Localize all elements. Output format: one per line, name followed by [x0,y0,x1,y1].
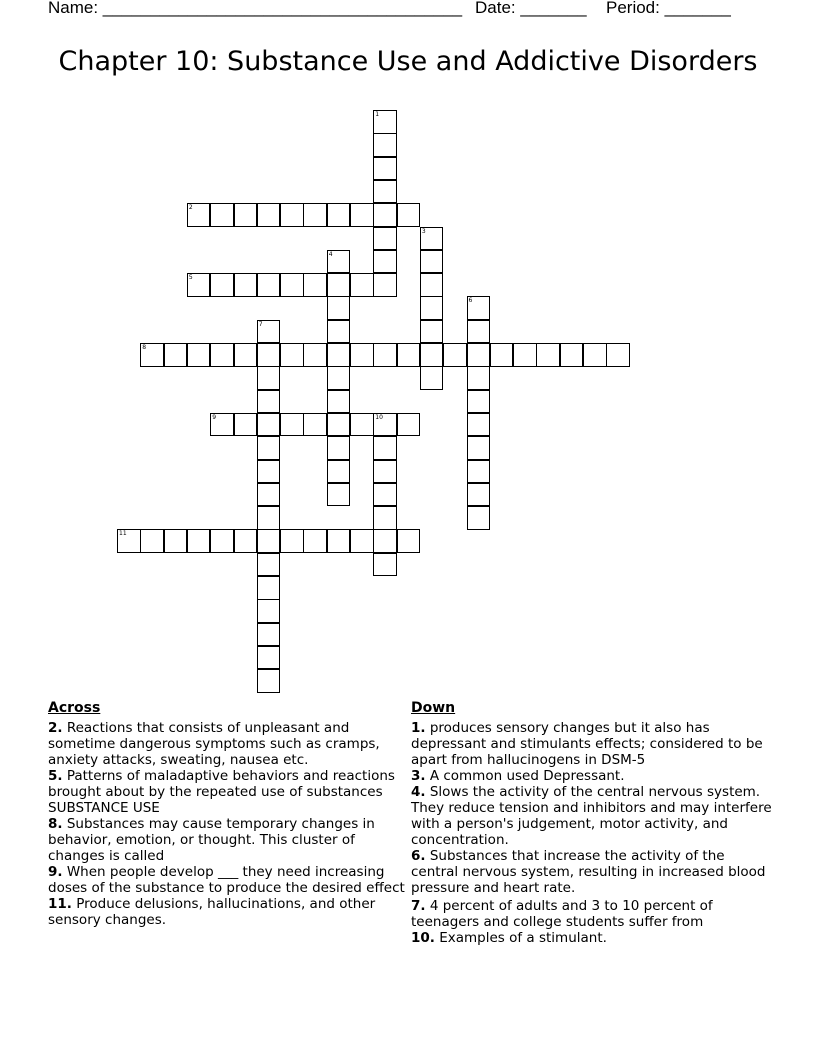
cell-number: 5 [188,274,193,282]
crossword-cell[interactable] [257,646,281,670]
clue-number: 8. [48,816,63,832]
crossword-cell[interactable] [303,529,327,553]
crossword-cell[interactable] [234,413,258,437]
clue-number: 3. [411,768,426,784]
crossword-cell[interactable] [373,436,397,460]
crossword-cell[interactable] [373,157,397,181]
clue-number: 10. [411,930,435,946]
crossword-cell[interactable] [257,460,281,484]
crossword-cell[interactable] [373,180,397,204]
clue-text: Examples of a stimulant. [439,930,607,946]
crossword-cell[interactable] [280,343,304,367]
clue-down-7 [411,898,776,930]
crossword-cell[interactable] [560,343,584,367]
cell-number: 4 [328,250,333,258]
crossword-cell[interactable] [373,343,397,367]
crossword-cell[interactable] [490,343,514,367]
clue-text: Substances that increase the activity of the central nervous system, resulting in increased blood pressure and heart rate. [411,848,766,896]
clue-number: 5. [48,768,63,784]
crossword-cell[interactable] [397,413,421,437]
cell-number: 8 [142,344,147,351]
crossword-cell[interactable] [327,296,351,320]
crossword-cell[interactable] [513,343,537,367]
crossword-cell[interactable] [536,343,560,367]
cell-number: 6 [468,297,473,305]
clue-across-8 [48,816,406,864]
crossword-cell[interactable] [234,529,258,553]
clue-across-9 [48,864,406,896]
crossword-cell[interactable] [164,529,188,553]
crossword-cell[interactable] [280,413,304,437]
crossword-cell[interactable] [257,553,281,577]
crossword-cell[interactable] [420,343,444,367]
crossword-cell[interactable] [327,483,351,507]
crossword-cell[interactable] [257,483,281,507]
crossword-cell[interactable] [280,273,304,297]
clue-text: 4 percent of adults and 3 to 10 percent of teenagers and college students suffer from [411,898,713,930]
crossword-cell[interactable] [420,366,444,390]
crossword-cell[interactable] [373,110,397,134]
date-field[interactable]: Date: _______ [475,0,587,17]
crossword-cell[interactable] [420,227,444,251]
crossword-cell[interactable] [327,529,351,553]
crossword-cell[interactable] [187,203,211,227]
cell-number: 3 [421,227,426,235]
crossword-cell[interactable] [234,343,258,367]
crossword-cell[interactable] [257,203,281,227]
name-field[interactable]: Name: ______________________________________ [48,0,463,17]
crossword-cell[interactable] [257,576,281,600]
crossword-cell[interactable] [280,203,304,227]
crossword-cell[interactable] [397,343,421,367]
clue-across-11 [48,896,406,928]
crossword-cell[interactable] [187,273,211,297]
crossword-cell[interactable] [257,436,281,460]
crossword-cell[interactable] [257,343,281,367]
crossword-cell[interactable] [327,436,351,460]
crossword-cell[interactable] [443,343,467,367]
crossword-cell[interactable] [350,343,374,367]
crossword-cell[interactable] [303,203,327,227]
crossword-cell[interactable] [467,296,491,320]
crossword-cell[interactable] [257,390,281,414]
crossword-cell[interactable] [327,273,351,297]
crossword-cell[interactable] [467,506,491,530]
crossword-cell[interactable] [257,529,281,553]
crossword-cell[interactable] [164,343,188,367]
cell-number: 7 [258,320,263,328]
clue-number: 2. [48,720,63,736]
clue-text: Produce delusions, hallucinations, and other sensory changes. [48,896,376,928]
clue-down-4 [411,784,776,848]
crossword-cell[interactable] [467,343,491,367]
crossword-cell[interactable] [467,413,491,437]
crossword-cell[interactable] [373,413,397,437]
crossword-cell[interactable] [234,203,258,227]
crossword-cell[interactable] [140,529,164,553]
crossword-cell[interactable] [257,366,281,390]
crossword-cell[interactable] [467,460,491,484]
crossword-cell[interactable] [257,413,281,437]
clue-text: Patterns of maladaptive behaviors and reactions brought about by the repeated use of substances SUBSTANCE USE [48,768,395,816]
crossword-cell[interactable] [420,320,444,344]
clue-text: produces sensory changes but it also has depressant and stimulants effects; considered to be apart from hallucinogens in DSM-5 [411,720,763,768]
clue-number: 4. [411,784,426,800]
crossword-cell[interactable] [420,296,444,320]
crossword-cell[interactable] [373,227,397,251]
page-title: Chapter 10: Substance Use and Addictive Disorders [58,46,758,77]
clue-number: 6. [411,848,426,864]
crossword-cell[interactable] [303,273,327,297]
crossword-cell[interactable] [327,320,351,344]
crossword-cell[interactable] [467,390,491,414]
cell-number: 9 [212,413,217,421]
across-heading: Across [48,700,101,716]
crossword-cell[interactable] [257,320,281,344]
crossword-cell[interactable] [257,273,281,297]
cell-number: 2 [188,204,193,212]
crossword-cell[interactable] [257,669,281,693]
clue-number: 1. [411,720,426,736]
crossword-cell[interactable] [210,203,234,227]
crossword-cell[interactable] [257,506,281,530]
crossword-cell[interactable] [397,203,421,227]
crossword-cell[interactable] [117,529,141,553]
cell-number: 1 [375,111,380,118]
crossword-cell[interactable] [583,343,607,367]
clue-text: Slows the activity of the central nervous system. They reduce tension and inhibitors and may interfere with a person's judgement, motor activity, and concentration. [411,784,772,848]
crossword-cell[interactable] [327,390,351,414]
crossword-cell[interactable] [210,529,234,553]
cell-number: 10 [375,413,383,421]
crossword-cell[interactable] [373,250,397,274]
down-clues [411,700,776,946]
crossword-cell[interactable] [350,273,374,297]
clue-across-2 [48,720,406,768]
crossword-cell[interactable] [303,413,327,437]
crossword-cell[interactable] [140,343,164,367]
clue-number: 9. [48,864,63,880]
crossword-cell[interactable] [373,203,397,227]
clue-down-6 [411,848,776,896]
crossword-cell[interactable] [327,413,351,437]
crossword-cell[interactable] [373,553,397,577]
clue-across-5 [48,768,406,816]
down-heading: Down [411,700,456,716]
clue-down-3 [411,768,776,784]
crossword-cell[interactable] [467,320,491,344]
period-field[interactable]: Period: _______ [606,0,731,17]
crossword-cell[interactable] [373,133,397,157]
crossword-cell[interactable] [257,599,281,623]
crossword-cell[interactable] [303,343,327,367]
crossword-cell[interactable] [327,250,351,274]
crossword-cell[interactable] [420,250,444,274]
crossword-cell[interactable] [373,460,397,484]
crossword-cell[interactable] [373,506,397,530]
crossword-cell[interactable] [280,529,304,553]
crossword-cell[interactable] [234,273,258,297]
crossword-cell[interactable] [350,203,374,227]
clue-text: A common used Depressant. [429,768,625,784]
clue-down-1 [411,720,776,768]
crossword-cell[interactable] [350,413,374,437]
crossword-cell[interactable] [327,343,351,367]
crossword-cell[interactable] [606,343,630,367]
crossword-cell[interactable] [327,203,351,227]
crossword-cell[interactable] [350,529,374,553]
crossword-cell[interactable] [210,343,234,367]
crossword-cell[interactable] [187,529,211,553]
crossword-cell[interactable] [467,483,491,507]
clue-number: 7. [411,898,426,914]
clue-text: Substances may cause temporary changes in behavior, emotion, or thought. This cluster of changes is called [48,816,375,864]
crossword-cell[interactable] [187,343,211,367]
crossword-cell[interactable] [467,436,491,460]
clue-number: 11. [48,896,72,912]
crossword-cell[interactable] [373,529,397,553]
crossword-cell[interactable] [373,273,397,297]
clue-text: Reactions that consists of unpleasant and sometime dangerous symptoms such as cramps, anxiety attacks, sweating, nausea etc. [48,720,380,768]
cell-number: 11 [119,530,127,538]
crossword-cell[interactable] [257,623,281,647]
crossword-cell[interactable] [327,366,351,390]
crossword-cell[interactable] [210,413,234,437]
crossword-cell[interactable] [420,273,444,297]
clue-text: When people develop ___ they need increasing doses of the substance to produce the desired effect [48,864,405,896]
crossword-cell[interactable] [327,460,351,484]
across-clues [48,700,406,928]
crossword-cell[interactable] [210,273,234,297]
crossword-cell[interactable] [467,366,491,390]
clue-down-10 [411,930,776,946]
crossword-cell[interactable] [373,483,397,507]
crossword-cell[interactable] [397,529,421,553]
